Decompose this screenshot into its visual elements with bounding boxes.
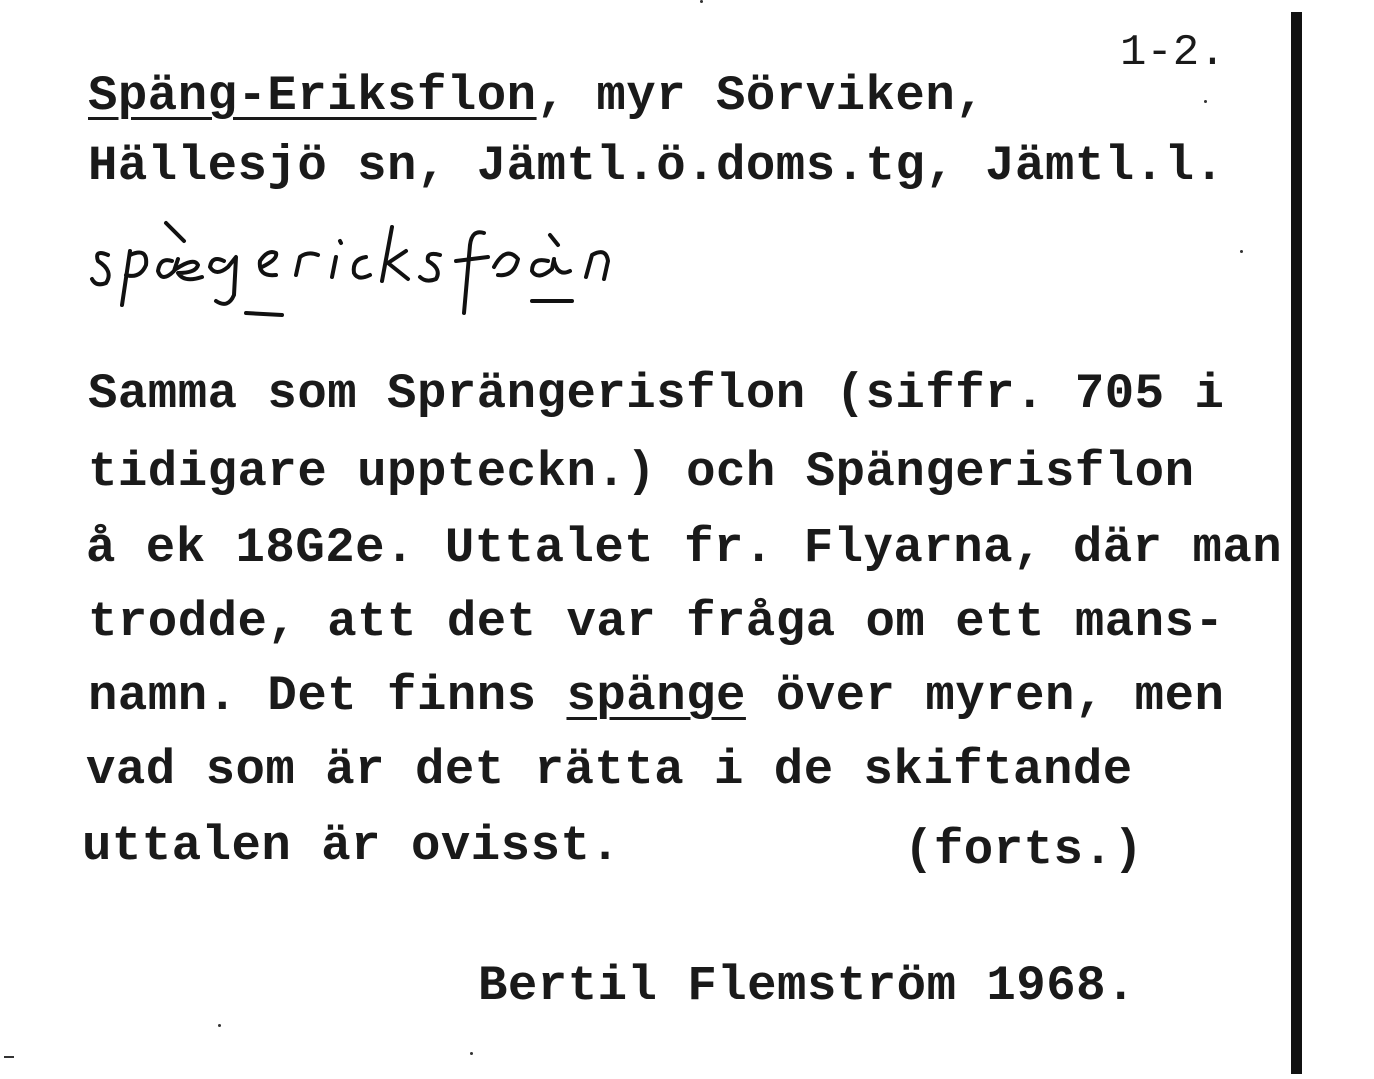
- location-line: Hällesjö sn, Jämtl.ö.doms.tg, Jämtl.l.: [88, 138, 1225, 194]
- underlined-word: spänge: [566, 668, 746, 724]
- card-number: 1-2.: [1120, 28, 1226, 78]
- body-line-1: Samma som Sprängerisflon (siffr. 705 i: [88, 366, 1225, 422]
- heading-rest: , myr Sörviken,: [536, 68, 986, 124]
- line5-after: över myren, men: [745, 668, 1225, 724]
- body-line-6: vad som är det rätta i de skiftande: [86, 742, 1133, 798]
- body-line-7: uttalen är ovisst.: [82, 818, 621, 874]
- headword: Späng-Eriksflon: [88, 68, 537, 124]
- line5-before: namn. Det finns: [88, 668, 567, 724]
- card-right-edge: [1291, 12, 1302, 1074]
- body-line-2: tidigare uppteckn.) och Spängerisflon: [88, 444, 1195, 500]
- body-line-5: [88, 668, 1225, 724]
- heading-line: [88, 68, 986, 124]
- body-line-4: trodde, att det var fråga om ett mans-: [88, 594, 1225, 650]
- body-line-3: å ek 18G2e. Uttalet fr. Flyarna, där man: [86, 520, 1283, 576]
- signature: Bertil Flemström 1968.: [478, 958, 1136, 1014]
- continued-note: (forts.): [904, 822, 1144, 878]
- handwritten-pronunciation: [86, 205, 766, 335]
